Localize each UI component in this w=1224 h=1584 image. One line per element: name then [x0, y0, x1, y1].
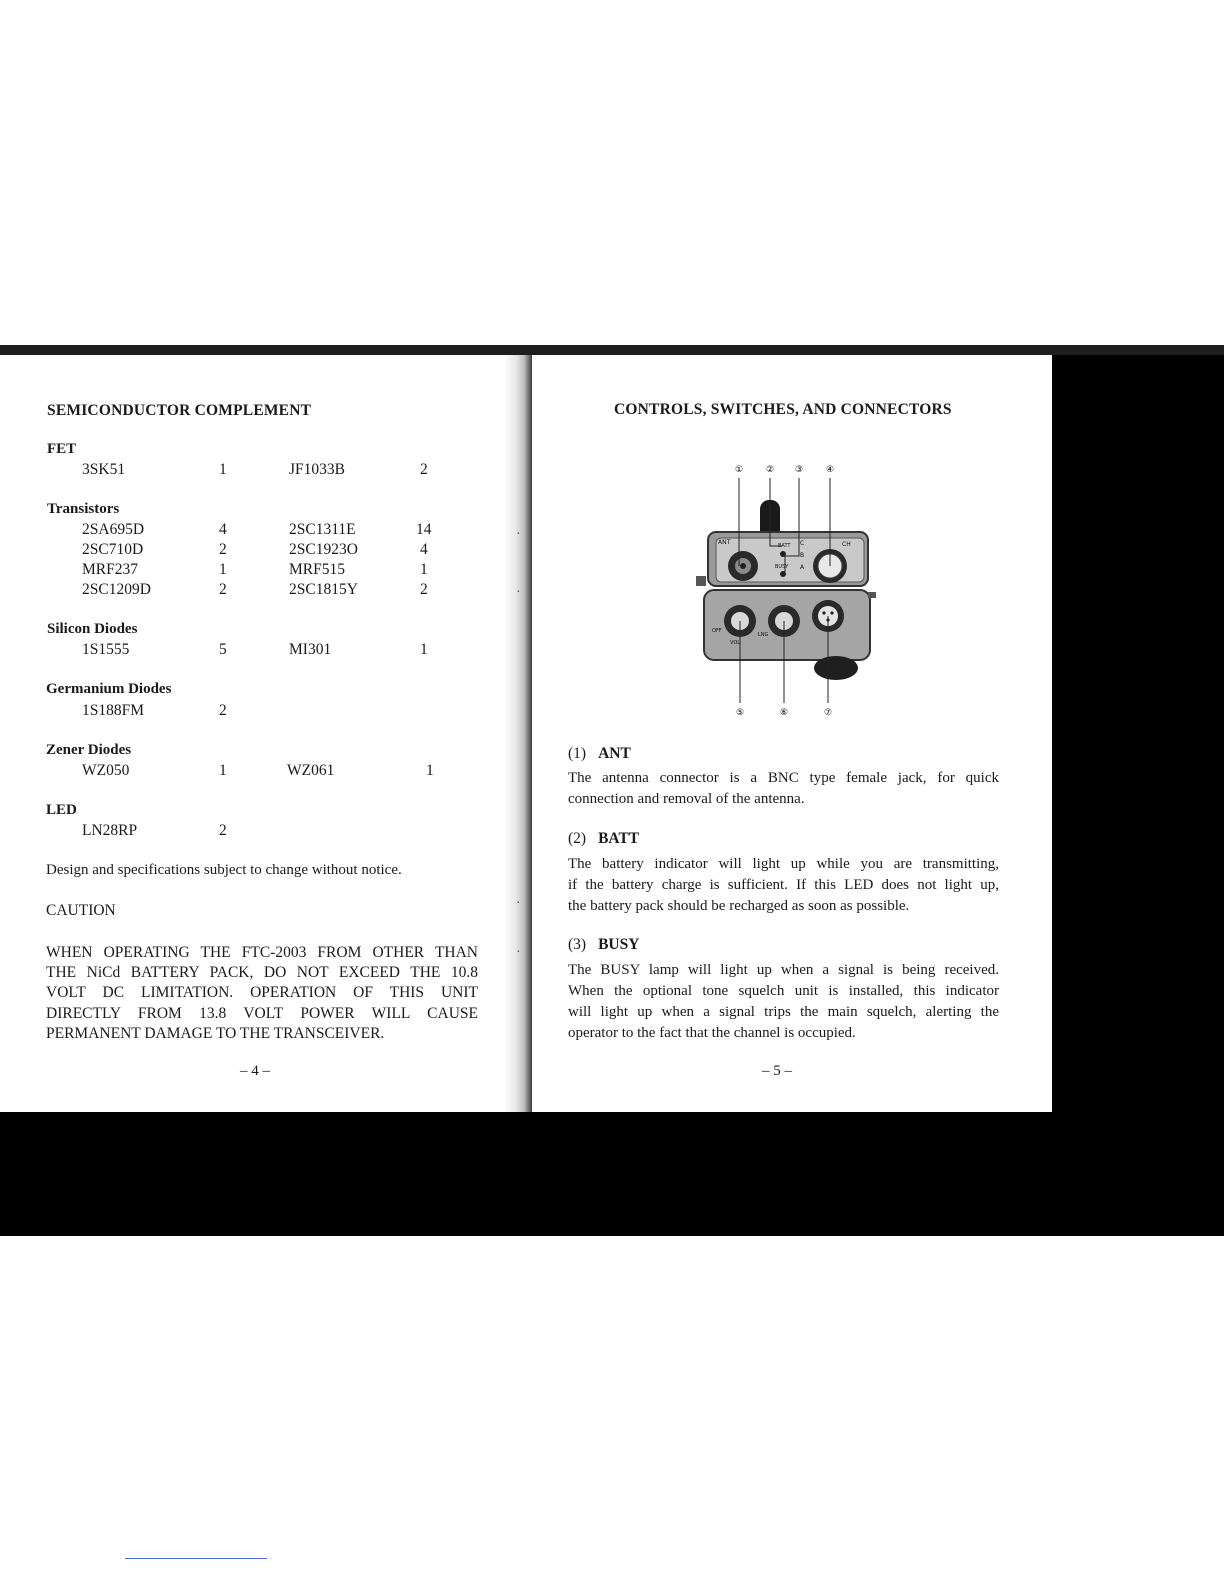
- part-quantity: 4: [420, 541, 428, 558]
- part-quantity: 4: [219, 521, 227, 538]
- part-number: 2SC1923O: [289, 541, 358, 558]
- section-number: (3): [568, 936, 587, 953]
- part-quantity: 1: [420, 561, 428, 578]
- section-title-busy: [568, 936, 639, 954]
- callout-6: ⑥: [779, 708, 789, 718]
- page-number: – 5 –: [762, 1063, 792, 1079]
- section-title-ant: [568, 745, 631, 763]
- gutter-mark: ·: [516, 585, 521, 600]
- part-number: JF1033B: [289, 461, 345, 478]
- caution-line: WHEN OPERATING THE FTC-2003 FROM OTHER THAN: [46, 944, 478, 961]
- batt-label: BATT: [778, 543, 791, 549]
- part-number: MI301: [289, 641, 332, 658]
- ch-label: CH: [842, 541, 851, 548]
- caution-line: DIRECTLY FROM 13.8 VOLT POWER WILL CAUSE: [46, 1004, 478, 1022]
- category-label: Zener Diodes: [46, 742, 132, 758]
- part-number: WZ061: [287, 762, 335, 779]
- part-quantity: 2: [219, 822, 227, 839]
- vol-label: VOL: [730, 640, 741, 646]
- section-title-batt: [568, 830, 639, 848]
- caution-text: [46, 943, 478, 1044]
- gutter-mark: ·: [516, 896, 521, 911]
- part-quantity: 2: [219, 581, 227, 598]
- callout-5: ⑤: [735, 708, 745, 718]
- link-underline: [125, 1558, 267, 1559]
- section-number: (2): [568, 830, 587, 847]
- part-number: 1S1555: [82, 641, 130, 658]
- section-body-batt: [568, 854, 999, 917]
- caution-title: CAUTION: [46, 902, 116, 919]
- page-number: – 4 –: [240, 1063, 270, 1079]
- section-body-ant: [568, 768, 999, 810]
- lng-label: LNG: [758, 632, 769, 638]
- callout-3: ③: [794, 465, 804, 475]
- category-label: Germanium Diodes: [46, 681, 172, 697]
- part-quantity: 1: [420, 641, 428, 658]
- part-number: WZ050: [82, 762, 130, 779]
- paragraph-line: the battery pack should be recharged as soon as possible.: [568, 898, 910, 914]
- category-label: LED: [46, 802, 77, 818]
- category-label: Transistors: [47, 501, 120, 517]
- transceiver-photo: [688, 456, 878, 724]
- part-number: 2SC1311E: [289, 521, 356, 538]
- book-gutter: [504, 355, 532, 1112]
- page-heading-controls: CONTROLS, SWITCHES, AND CONNECTORS: [614, 401, 952, 418]
- part-number: 2SA695D: [82, 521, 145, 538]
- part-quantity: 1: [426, 762, 434, 779]
- section-number: (1): [568, 745, 587, 762]
- paragraph-line: will light up when a signal trips the main squelch, alerting the: [568, 1004, 999, 1020]
- part-number: MRF237: [82, 561, 138, 578]
- part-quantity: 1: [219, 461, 227, 478]
- caution-line: THE NiCd BATTERY PACK, DO NOT EXCEED THE 10.8: [46, 964, 478, 982]
- part-quantity: 2: [219, 541, 227, 558]
- position-b-label: B: [800, 552, 805, 559]
- position-c-label: C: [800, 540, 805, 547]
- scan-top-border: [0, 345, 1224, 355]
- part-number: 1S188FM: [82, 702, 145, 719]
- position-a-label: A: [800, 564, 805, 571]
- part-quantity: 14: [416, 521, 432, 538]
- callout-1: ①: [734, 465, 744, 475]
- paragraph-line: The battery indicator will light up while you are transmitting,: [568, 856, 999, 872]
- ant-label: ANT: [718, 539, 731, 546]
- part-number: 2SC1209D: [82, 581, 151, 598]
- part-quantity: 2: [420, 581, 428, 598]
- paragraph-line: operator to the fact that the channel is occupied.: [568, 1025, 856, 1041]
- part-quantity: 5: [219, 641, 227, 658]
- paragraph-line: connection and removal of the antenna.: [568, 791, 805, 807]
- callout-4: ④: [825, 465, 835, 475]
- section-title: BUSY: [598, 936, 640, 953]
- scan-right-border: [1052, 355, 1224, 1112]
- gutter-mark: ·: [516, 527, 521, 542]
- part-number: 2SC710D: [82, 541, 144, 558]
- strap-bulge: [814, 656, 858, 680]
- gutter-mark: ·: [516, 945, 521, 960]
- category-label: Silicon Diodes: [47, 621, 138, 637]
- change-notice: Design and specifications subject to change without notice.: [46, 862, 402, 878]
- off-label: OFF: [712, 628, 722, 634]
- callout-2: ②: [765, 465, 775, 475]
- part-number: MRF515: [289, 561, 345, 578]
- part-quantity: 2: [420, 461, 428, 478]
- section-title: BATT: [598, 830, 640, 847]
- category-label: FET: [47, 441, 77, 457]
- caution-line: PERMANENT DAMAGE TO THE TRANSCEIVER.: [46, 1024, 385, 1042]
- paragraph-line: The antenna connector is a BNC type female jack, for quick: [568, 770, 999, 786]
- part-number: 3SK51: [82, 461, 126, 478]
- callout-7: ⑦: [823, 708, 833, 718]
- paragraph-line: When the optional tone squelch unit is installed, this indicator: [568, 983, 999, 999]
- part-number: LN28RP: [82, 822, 138, 839]
- page-heading-semiconductor: SEMICONDUCTOR COMPLEMENT: [47, 402, 312, 419]
- part-quantity: 2: [219, 702, 227, 719]
- paragraph-line: if the battery charge is sufficient. If this LED does not light up,: [568, 877, 999, 893]
- busy-label: BUSY: [775, 564, 789, 570]
- section-body-busy: [568, 960, 999, 1044]
- part-quantity: 1: [219, 762, 227, 779]
- part-number: 2SC1815Y: [289, 581, 358, 598]
- caution-line: VOLT DC LIMITATION. OPERATION OF THIS UNIT: [46, 984, 478, 1002]
- section-title: ANT: [598, 745, 631, 762]
- part-quantity: 1: [219, 561, 227, 578]
- paragraph-line: The BUSY lamp will light up when a signal is being received.: [568, 962, 999, 978]
- scan-bottom-border: [0, 1112, 1224, 1236]
